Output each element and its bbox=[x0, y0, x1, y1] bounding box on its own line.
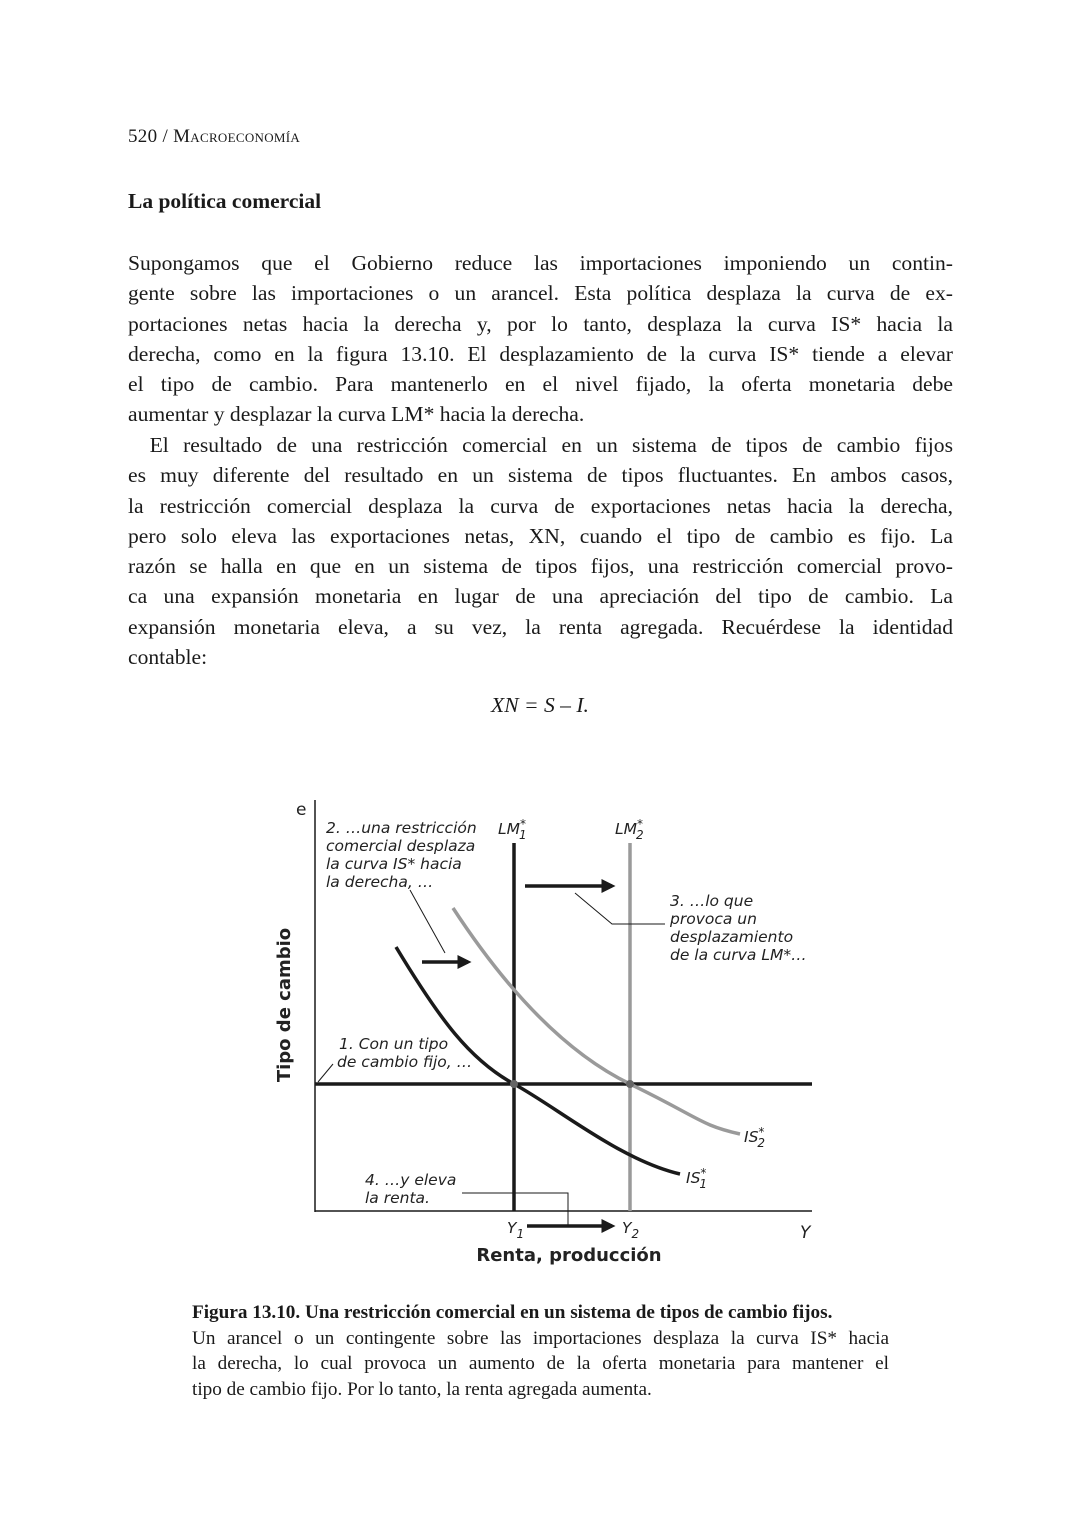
text-line: el tipo de cambio. Para mantenerlo en el nivel fijado, la oferta monetaria debe bbox=[128, 372, 953, 396]
text-line: portaciones netas hacia la derecha y, por lo tanto, desplaza la curva IS* hacia la bbox=[128, 311, 953, 336]
note-trade-restriction: 2. …una restricción comercial desplaza la curva IS* hacia la derecha, … bbox=[326, 819, 477, 891]
text-line: El resultado de una restricción comercial en un sistema de tipos de cambio fijos bbox=[128, 433, 953, 457]
lm1-label: LM* 1 bbox=[498, 817, 527, 842]
equation: XN = S – I. bbox=[491, 693, 589, 717]
text-line: ca una expansión monetaria en lugar de una apreciación del tipo de cambio. La bbox=[128, 584, 953, 609]
caption-line: Un arancel o un contingente sobre las importaciones desplaza la curva IS* hacia bbox=[192, 1327, 889, 1349]
is1-label: IS* 1 bbox=[686, 1166, 708, 1191]
text-line: razón se halla en que en un sistema de tipos fijos, una restricción comercial provo- bbox=[128, 554, 953, 578]
page-number: 520 / bbox=[128, 126, 169, 147]
leader-line-note1 bbox=[318, 1064, 333, 1082]
y2-label: $Y_2$ bbox=[622, 1219, 640, 1241]
caption-title: Figura 13.10. Una restricción comercial en un sistema de tipos de cambio fijos. bbox=[192, 1302, 833, 1323]
equilibrium-point-1 bbox=[510, 1080, 518, 1088]
leader-line-note2 bbox=[410, 890, 445, 953]
figure-caption bbox=[192, 1300, 889, 1402]
text-line: expansión monetaria eleva, a su vez, la renta agregada. Recuérdese la identidad bbox=[128, 614, 953, 639]
y-axis-label: Tipo de cambio bbox=[274, 927, 295, 1083]
text-line: pero solo eleva las exportaciones netas, XN, cuando el tipo de cambio es fijo. La bbox=[128, 523, 953, 548]
x-axis-symbol: Y bbox=[800, 1223, 811, 1243]
caption-line: tipo de cambio fijo. Por lo tanto, la renta agregada aumenta. bbox=[192, 1378, 652, 1400]
leader-line-note3 bbox=[575, 893, 665, 924]
y1-label: $Y_1$ bbox=[507, 1219, 525, 1241]
lm2-label: LM* 2 bbox=[615, 817, 644, 842]
equilibrium-point-2 bbox=[626, 1080, 634, 1088]
text-line: derecha, como en la figura 13.10. El desplazamiento de la curva IS* tiende a elevar bbox=[128, 341, 953, 366]
book-title: Macroeconomía bbox=[173, 126, 301, 147]
is2-label: IS* 2 bbox=[744, 1125, 766, 1150]
text-line: es muy diferente del resultado en un sistema de tipos fluctuantes. En ambos casos, bbox=[128, 463, 953, 488]
y-axis-symbol: e bbox=[296, 800, 307, 820]
text-line: Supongamos que el Gobierno reduce las importaciones imponiendo un contin- bbox=[128, 251, 953, 275]
text-line: gente sobre las importaciones o un arancel. Esta política desplaza la curva de ex- bbox=[128, 281, 953, 306]
note-lm-shift: 3. …lo que provoca un desplazamiento de la curva LM*… bbox=[670, 892, 807, 964]
caption-line: la derecha, lo cual provoca un aumento de la oferta monetaria para mantener el bbox=[192, 1353, 889, 1374]
section-title: La política comercial bbox=[128, 189, 322, 213]
text-line: aumentar y desplazar la curva LM* hacia la derecha. bbox=[128, 402, 585, 427]
text-line: contable: bbox=[128, 644, 208, 669]
note-income-rise: 4. …y eleva la renta. bbox=[365, 1171, 457, 1207]
text-line: la restricción comercial desplaza la curva de exportaciones netas hacia la derecha, bbox=[128, 493, 953, 518]
note-fixed-rate: 1. Con un tipo de cambio fijo, … bbox=[337, 1035, 473, 1071]
x-axis-label: Renta, producción bbox=[476, 1245, 662, 1266]
